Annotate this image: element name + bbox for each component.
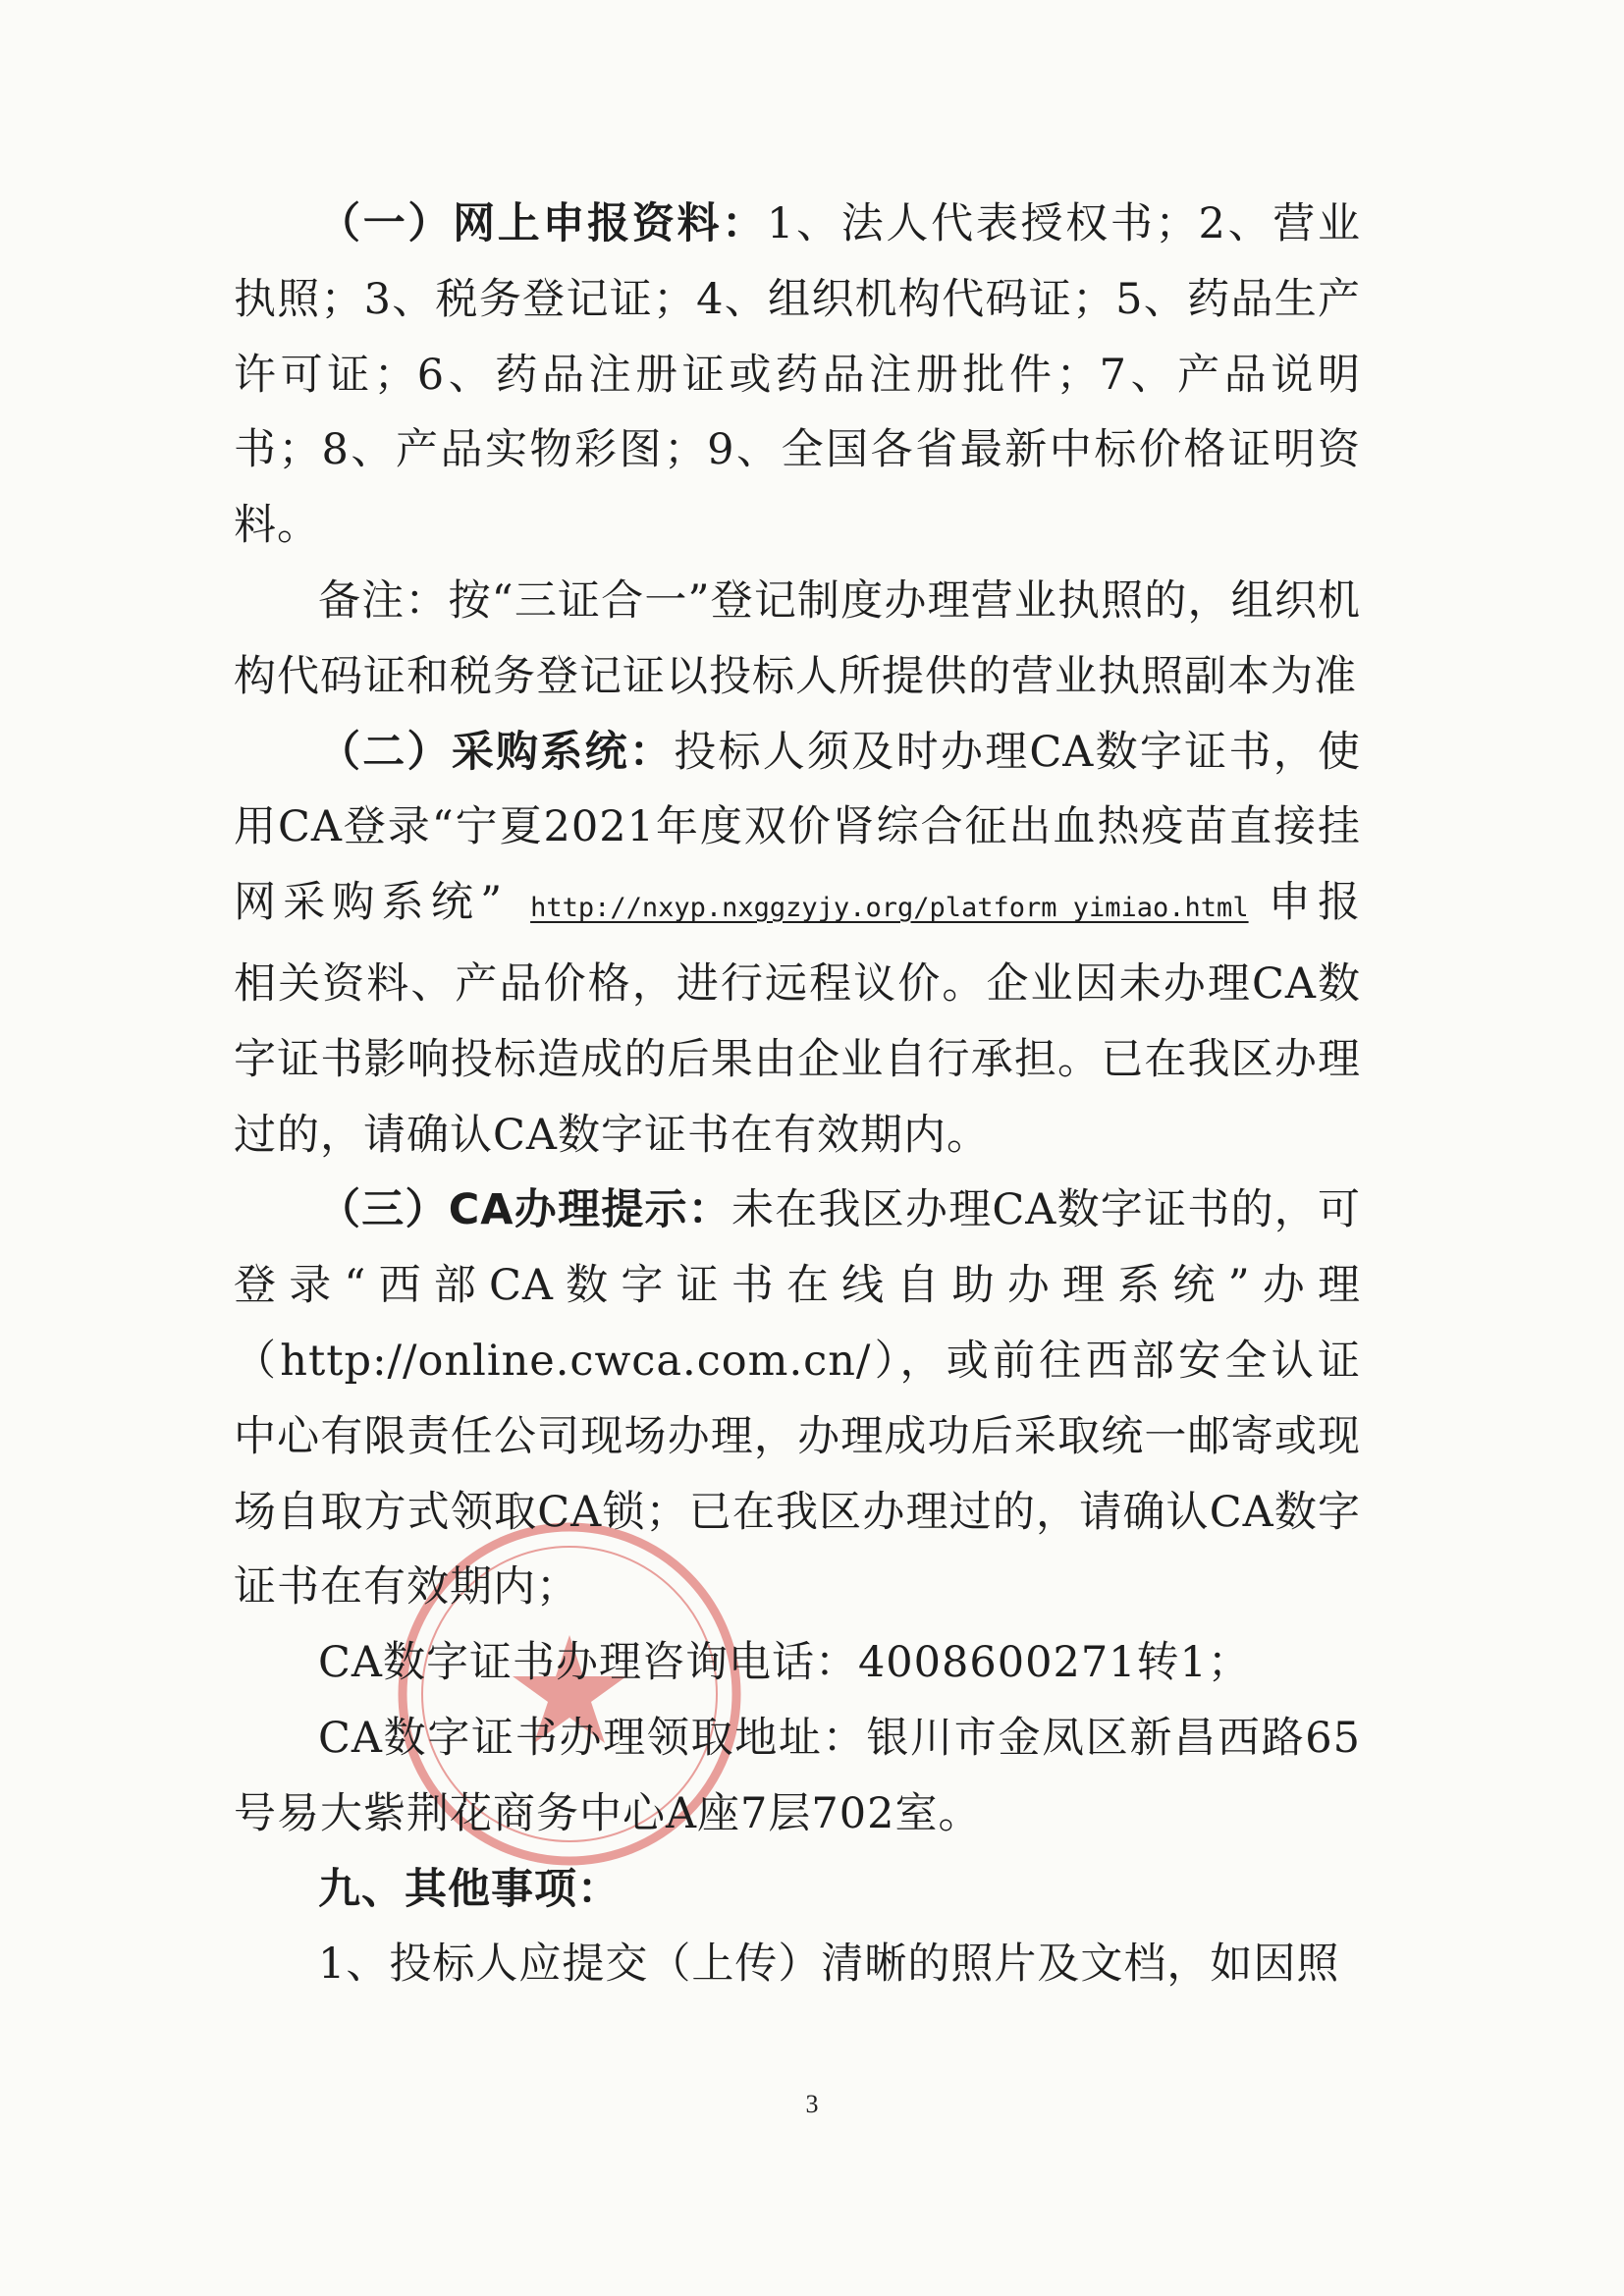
section-label-online-materials: （一）网上申报资料： [318, 199, 767, 248]
section-label-ca-tips: （三）CA办理提示： [318, 1185, 731, 1235]
paragraph-ca-address: CA数字证书办理领取地址：银川市金凤区新昌西路65号易大紫荆花商务中心A座7层702室。 [234, 1713, 1361, 1838]
ca-tips-text: 未在我区办理CA数字证书的，可登录“西部CA数字证书在线自助办理系统”办理（http://online.cwca.com.cn/），或前往西部安全认证中心有限责任公司现场办理，办理成功后采取统一邮寄或现场自取方式领取CA锁；已在我区办理过的，请确认CA数字证书在有效期内； [234, 1185, 1361, 1613]
paragraph-ca-phone: CA数字证书办理咨询电话：4008600271转1； [318, 1638, 1251, 1688]
procurement-text-after: 申报相关资料、产品价格，进行远程议价。企业因未办理CA数字证书影响投标造成的后果由企业自行承担。已在我区办理过的，请确认CA数字证书在有效期内。 [234, 878, 1362, 1160]
paragraph-procurement-system [234, 715, 1361, 1174]
section-label-procurement-system: （二）采购系统： [318, 727, 675, 777]
document-body [234, 187, 1361, 2002]
page-number: 3 [805, 2090, 819, 2118]
online-materials-text: 1、法人代表授权书；2、营业执照；3、税务登记证；4、组织机构代码证；5、药品生产许可证；6、药品注册证或药品注册批件；7、产品说明书；8、产品实物彩图；9、全国各省最新中标价格证明资料。 [234, 199, 1362, 551]
paragraph-note: 备注：按“三证合一”登记制度办理营业执照的，组织机构代码证和税务登记证以投标人所提供的营业执照副本为准 [234, 575, 1361, 701]
paragraph-item-1: 1、投标人应提交（上传）清晰的照片及文档，如因照 [318, 1940, 1340, 1990]
paragraph-ca-tips [234, 1173, 1361, 1625]
procurement-system-link[interactable]: http://nxyp.nxggzyjy.org/platform_yimiao.html [530, 893, 1249, 924]
paragraph-online-materials [234, 187, 1361, 564]
heading-other-matters: 九、其他事项： [318, 1864, 621, 1914]
procurement-text-before: 投标人须及时办理CA数字证书，使用CA登录“宁夏2021年度双价肾综合征出血热疫苗直接挂网采购系统” [234, 727, 1361, 928]
